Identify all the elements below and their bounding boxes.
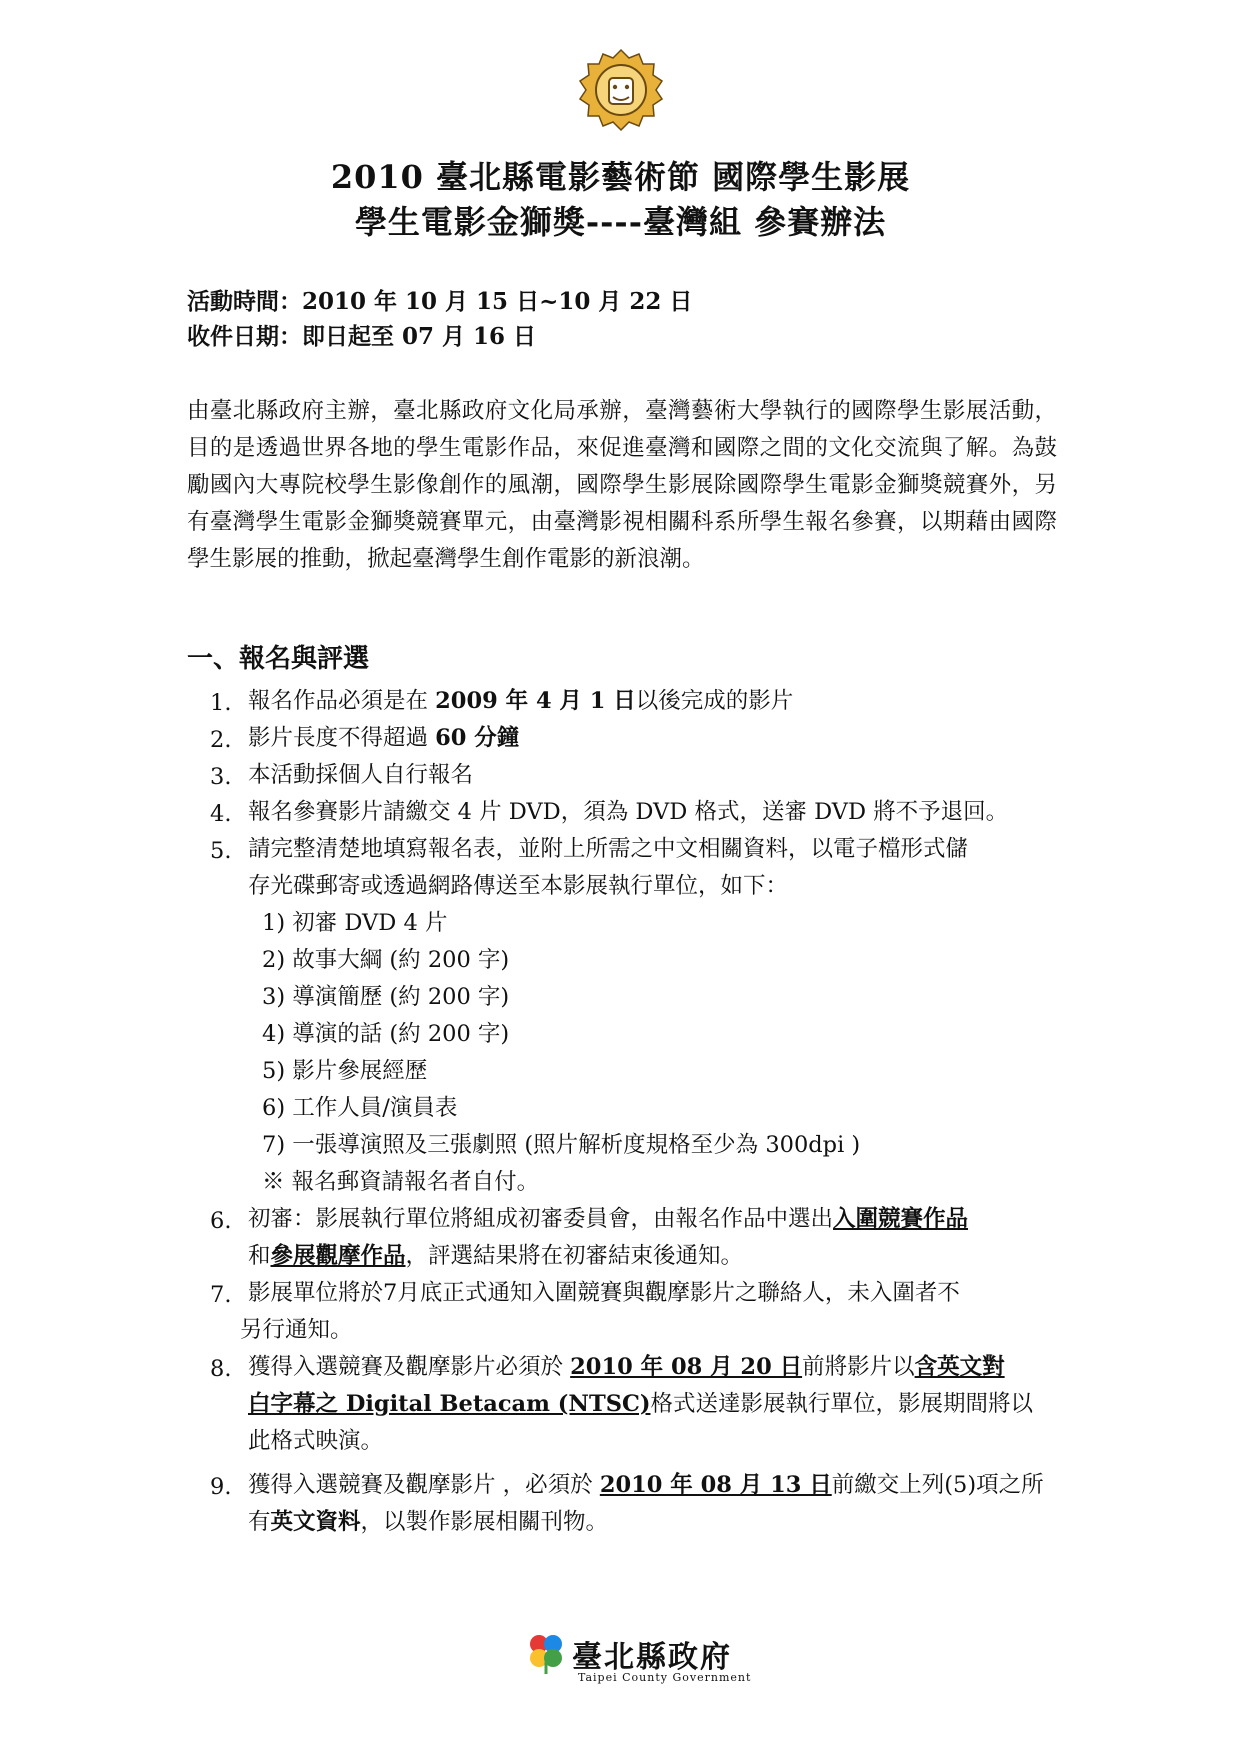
- item-number: 6.: [210, 1208, 232, 1234]
- item-text: 有: [248, 1509, 271, 1535]
- lion-seal-logo-icon: [579, 48, 663, 132]
- list-item: 本活動採個人自行報名: [248, 762, 474, 788]
- item-text: 前將影片以: [802, 1354, 915, 1380]
- list-item: [248, 1467, 1044, 1504]
- item-emphasis: 2010 年 08 月 13 日: [599, 1472, 832, 1498]
- item-number: 4.: [210, 801, 232, 827]
- section-heading: 一、報名與評選: [187, 644, 370, 674]
- item-text: 獲得入選競賽及觀摩影片必須於: [248, 1354, 571, 1380]
- list-item: 影展單位將於7月底正式通知入圍競賽與觀摩影片之聯絡人，未入圍者不: [248, 1280, 960, 1306]
- item-emphasis: 60 分鐘: [435, 725, 520, 751]
- list-item: [248, 720, 519, 757]
- footer-gov-english: Taipei County Government: [578, 1671, 752, 1684]
- list-item: [248, 683, 793, 720]
- item-emphasis: 2010 年 08 月 20 日: [570, 1354, 803, 1380]
- item-emphasis: 英文資料: [270, 1509, 361, 1535]
- intro-paragraph: 由臺北縣政府主辦，臺北縣政府文化局承辦，臺灣藝術大學執行的國際學生影展活動，目的是透過世界各地的學生電影作品，來促進臺灣和國際之間的文化交流與了解。為鼓勵國內大專院校學生影像創作的風潮，國際學生影展除國際學生電影金獅獎競賽外，另有臺灣學生電影金獅獎競賽單元，由臺灣影視相關科系所學生報名參賽，以期藉由國際學生影展的推動，掀起臺灣學生創作電影的新浪潮。: [187, 398, 1057, 572]
- list-item-continued: 此格式映演。: [248, 1428, 384, 1454]
- list-item-continued: [248, 1386, 1033, 1423]
- list-item: 請完整清楚地填寫報名表，並附上所需之中文相關資料，以電子檔形式儲: [248, 836, 969, 862]
- item-emphasis: 白字幕之 Digital Betacam (NTSC): [248, 1391, 651, 1417]
- item-number: 1.: [210, 690, 232, 716]
- list-item: 報名參賽影片請繳交 4 片 DVD，須為 DVD 格式，送審 DVD 將不予退回。: [248, 799, 1009, 825]
- sub-item: 3) 導演簡歷 (約 200 字): [262, 984, 510, 1010]
- item-text: ，以製作影展相關刊物。: [360, 1509, 609, 1535]
- item-emphasis: 含英文對: [914, 1354, 1005, 1380]
- item-emphasis: 參展觀摩作品: [270, 1243, 406, 1269]
- item-text: ，評選結果將在初審結束後通知。: [405, 1243, 744, 1269]
- sub-item: 6) 工作人員/演員表: [262, 1095, 458, 1121]
- item-text: 和: [248, 1243, 271, 1269]
- page-title-line1: 2010 臺北縣電影藝術節 國際學生影展: [330, 158, 911, 196]
- sub-item: 7) 一張導演照及三張劇照 (照片解析度規格至少為 300dpi ): [262, 1132, 861, 1158]
- list-item: [248, 1201, 968, 1238]
- postage-note: ※ 報名郵資請報名者自付。: [262, 1169, 540, 1195]
- list-item-continued: 存光碟郵寄或透過網路傳送至本影展執行單位，如下：: [248, 873, 789, 899]
- item-number: 5.: [210, 838, 232, 864]
- item-emphasis: 2009 年 4 月 1 日: [435, 688, 636, 714]
- item-text: 報名作品必須是在: [248, 688, 436, 714]
- item-text: 前繳交上列(5)項之所: [831, 1472, 1044, 1498]
- item-text: 影片長度不得超過: [248, 725, 436, 751]
- item-number: 3.: [210, 764, 232, 790]
- item-text: 獲得入選競賽及觀摩影片 ，必須於: [248, 1472, 600, 1498]
- list-item-continued: [248, 1504, 608, 1541]
- sub-item: 1) 初審 DVD 4 片: [262, 910, 448, 936]
- sub-item: 4) 導演的話 (約 200 字): [262, 1021, 510, 1047]
- list-item: [248, 1349, 1005, 1386]
- submission-deadline: 收件日期：即日起至 07 月 16 日: [187, 323, 537, 350]
- sub-item: 5) 影片參展經歷: [262, 1058, 428, 1084]
- taipei-county-flower-logo-icon: [526, 1632, 566, 1676]
- sub-item: 2) 故事大綱 (約 200 字): [262, 947, 510, 973]
- item-number: 2.: [210, 727, 232, 753]
- page-title-line2: 學生電影金獅獎----臺灣組 參賽辦法: [354, 203, 887, 241]
- event-time: 活動時間：2010 年 10 月 15 日~10 月 22 日: [187, 288, 693, 315]
- item-text: 格式送達影展執行單位，影展期間將以: [650, 1391, 1034, 1417]
- list-item-continued: 另行通知。: [240, 1317, 353, 1343]
- item-emphasis: 入圍競賽作品: [833, 1206, 969, 1232]
- item-text: 初審：影展執行單位將組成初審委員會，由報名作品中選出: [248, 1206, 834, 1232]
- item-number: 8.: [210, 1356, 232, 1382]
- item-text: 以後完成的影片: [635, 688, 794, 714]
- list-item-continued: [248, 1238, 743, 1275]
- item-number: 7.: [210, 1282, 232, 1308]
- footer-gov-name: 臺北縣政府: [572, 1640, 732, 1675]
- item-number: 9.: [210, 1474, 232, 1500]
